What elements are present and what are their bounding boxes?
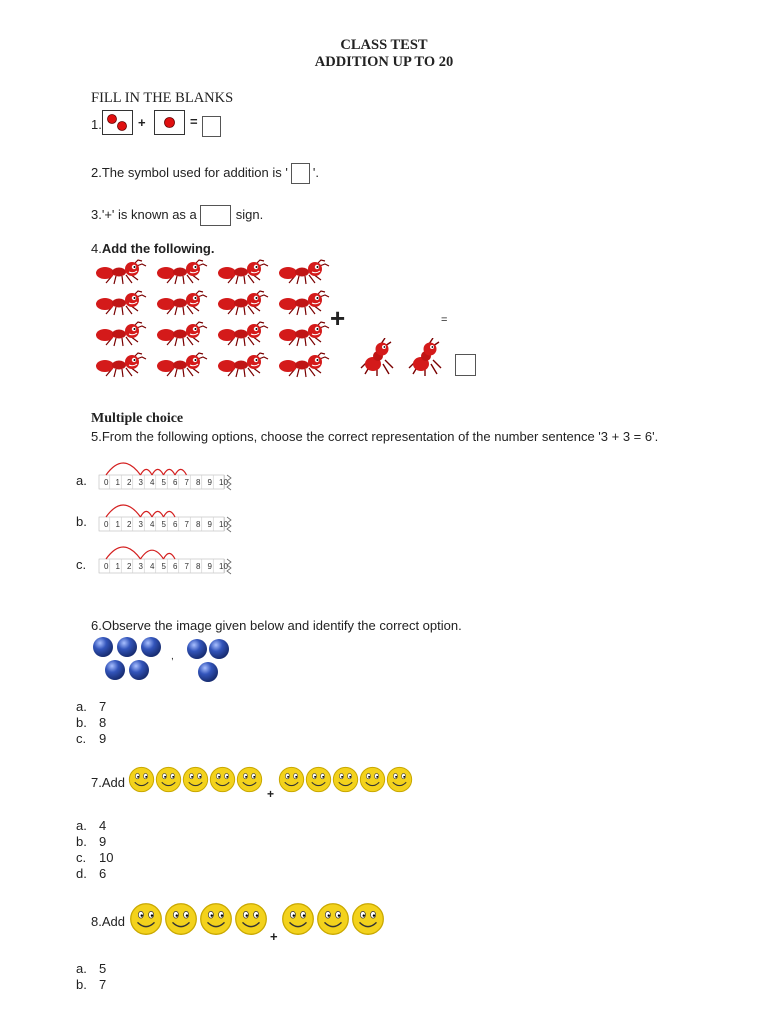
option-letter: a. (76, 699, 87, 714)
tick-label: 1 (115, 520, 120, 529)
q5-option-a-number-line[interactable] (98, 458, 250, 503)
q1-answer-box[interactable] (202, 116, 221, 137)
q7-smileys-left (128, 766, 264, 799)
q4-plus-sign: + (330, 303, 346, 333)
tick-label: 0 (104, 562, 109, 571)
option-value: 9 (99, 834, 107, 849)
smiley-icon-group (128, 766, 264, 794)
q3-answer-box[interactable] (200, 205, 231, 226)
q6-separator: , (171, 651, 174, 662)
q7-option-c[interactable] (76, 850, 113, 866)
option-letter: b. (76, 977, 87, 992)
tick-label: 0 (104, 478, 109, 487)
option-value: 4 (99, 818, 107, 833)
q3-text (91, 205, 263, 226)
tick-label: 4 (150, 478, 155, 487)
option-letter: b. (76, 834, 87, 849)
q8-plus-sign: + (270, 929, 278, 944)
q4-ant-grid (96, 256, 336, 380)
tick-label: 7 (184, 520, 189, 529)
tick-label: 0 (104, 520, 109, 529)
jump-arc (106, 547, 141, 559)
tick-label: 1 (115, 478, 120, 487)
ant-icon-group (96, 256, 336, 380)
tick-label: 9 (207, 562, 212, 571)
tick-label: 6 (173, 520, 178, 529)
option-value: 5 (99, 961, 107, 976)
q4-instruction: Add the following. (101, 241, 215, 256)
q4-heading (91, 241, 215, 256)
jump-arc (106, 463, 141, 475)
smiley-icon-group (281, 902, 387, 938)
tick-label: 8 (196, 562, 201, 571)
jump-arc (152, 511, 164, 517)
q7-text: 7.Add (91, 775, 125, 790)
tick-label: 6 (173, 562, 178, 571)
q5-option-b-label: b. (76, 514, 87, 529)
tick-label: 10 (219, 478, 228, 487)
option-value: 7 (99, 977, 107, 992)
tick-label: 10 (219, 562, 228, 571)
jump-arc (141, 469, 153, 475)
tick-label: 2 (127, 562, 132, 571)
q4-equals-sign: = (441, 314, 448, 326)
jump-arc (141, 511, 153, 517)
tick-label: 7 (184, 478, 189, 487)
blue-ball-icon-group (91, 635, 241, 685)
smiley-icon-group (278, 766, 414, 794)
option-value: 7 (99, 699, 107, 714)
q8-text: 8.Add (91, 914, 125, 929)
q6-option-c[interactable] (76, 731, 106, 747)
q7-option-b[interactable] (76, 834, 113, 850)
option-letter: c. (76, 850, 87, 865)
q5-text: 5.From the following options, choose the correct representation of the number sentence '3 + 3 = 6'. (91, 429, 659, 444)
jump-arc (164, 511, 176, 517)
option-value: 10 (99, 850, 114, 865)
tick-label: 3 (138, 520, 143, 529)
q8-smileys-right (281, 902, 387, 943)
q7-smileys-right (278, 766, 414, 799)
q6-text: 6.Observe the image given below and identify the correct option. (91, 618, 462, 633)
tick-label: 2 (127, 478, 132, 487)
q1-number: 1. (91, 117, 102, 132)
q7-plus-sign: + (267, 787, 275, 801)
option-letter: b. (76, 715, 87, 730)
tick-label: 9 (207, 520, 212, 529)
tick-label: 6 (173, 478, 178, 487)
q2-question: 2.The symbol used for addition is ' (91, 164, 288, 180)
q7-options (76, 818, 113, 882)
q3-suffix: sign. (235, 206, 264, 222)
q8-options (76, 961, 106, 993)
q2-suffix: '. (312, 164, 319, 180)
jump-arc (106, 505, 141, 517)
q2-text (91, 163, 319, 184)
option-letter: c. (76, 731, 87, 746)
mc-heading: Multiple choice (91, 411, 184, 426)
option-value: 9 (99, 731, 107, 746)
jump-arc (175, 469, 187, 475)
q8-option-b[interactable] (76, 977, 106, 993)
tick-label: 5 (161, 520, 166, 529)
fill-blanks-heading: FILL IN THE BLANKS (91, 90, 234, 106)
q5-option-b-number-line[interactable] (98, 500, 250, 545)
q6-balls-image (91, 635, 241, 690)
q1-dot-card-one (154, 110, 185, 135)
jump-arc (152, 469, 164, 475)
smiley-icon-group (129, 902, 271, 938)
q4-ant-pair (357, 338, 447, 383)
tick-label: 1 (115, 562, 120, 571)
test-title: CLASS TEST (340, 37, 428, 53)
tick-label: 3 (138, 478, 143, 487)
option-letter: a. (76, 818, 87, 833)
q2-answer-box[interactable] (291, 163, 310, 184)
tick-label: 5 (161, 478, 166, 487)
ant-up-icon-group (357, 338, 447, 378)
q6-option-a[interactable] (76, 699, 106, 715)
tick-label: 7 (184, 562, 189, 571)
tick-label: 3 (138, 562, 143, 571)
tick-label: 8 (196, 478, 201, 487)
tick-label: 4 (150, 520, 155, 529)
option-letter: a. (76, 961, 87, 976)
jump-arc (164, 553, 176, 559)
tick-label: 2 (127, 520, 132, 529)
q5-option-c-label: c. (76, 557, 87, 572)
tick-label: 5 (161, 562, 166, 571)
q7-option-d[interactable] (76, 866, 113, 882)
tick-label: 8 (196, 520, 201, 529)
q1-two-dots-icon (103, 111, 132, 134)
q8-option-a[interactable] (76, 961, 106, 977)
option-value: 6 (99, 866, 107, 881)
tick-label: 4 (150, 562, 155, 571)
q1-dot-card-two (102, 110, 133, 135)
q4-answer-box[interactable] (455, 354, 476, 376)
tick-label: 10 (219, 520, 228, 529)
q5-option-c-number-line[interactable] (98, 542, 264, 587)
jump-arc (141, 550, 164, 559)
q1-plus-sign: + (138, 115, 146, 130)
q4-number: 4. (91, 241, 102, 256)
q6-option-b[interactable] (76, 715, 106, 731)
q1-equals-sign: = (190, 114, 198, 129)
option-value: 8 (99, 715, 107, 730)
jump-arc (164, 469, 176, 475)
option-letter: d. (76, 866, 87, 881)
q6-options (76, 699, 106, 747)
q3-question: 3.'+' is known as a (91, 206, 197, 222)
q7-option-a[interactable] (76, 818, 113, 834)
q8-smileys-left (129, 902, 271, 943)
tick-label: 9 (207, 478, 212, 487)
q5-option-a-label: a. (76, 473, 87, 488)
test-subtitle: ADDITION UP TO 20 (314, 54, 454, 70)
q1-one-dot-icon (155, 111, 184, 134)
